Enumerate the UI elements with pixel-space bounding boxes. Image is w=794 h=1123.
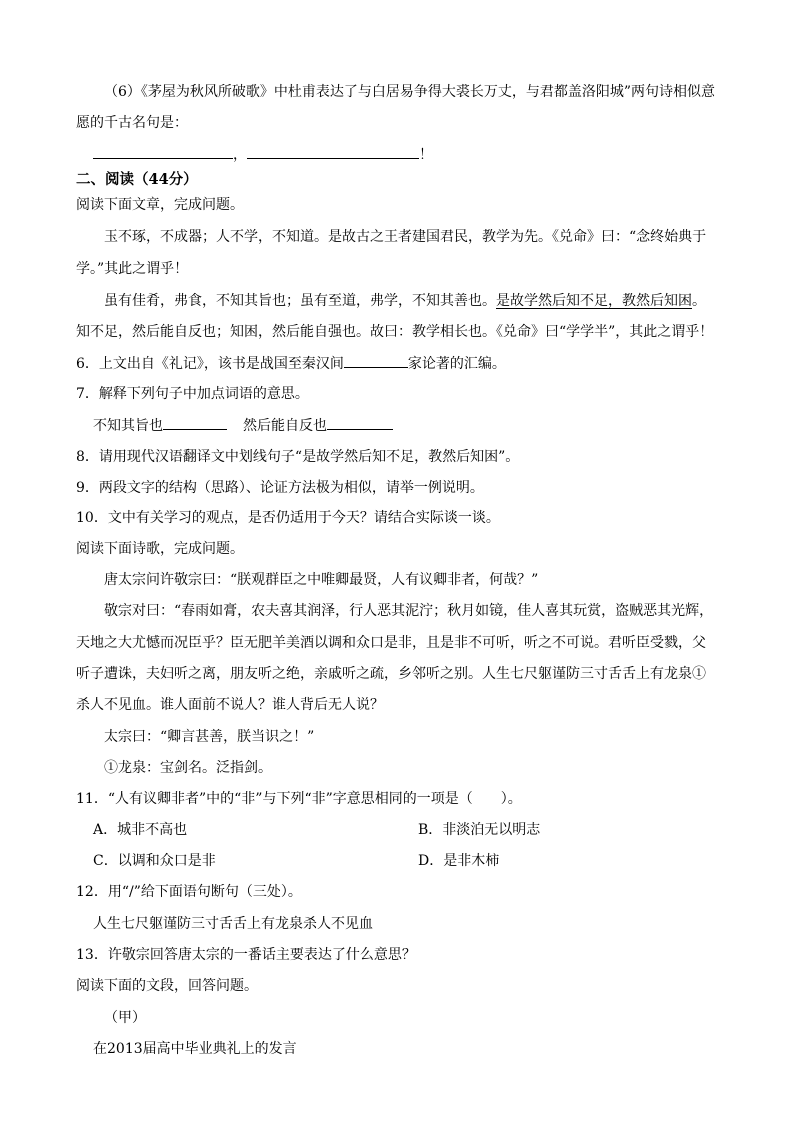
comma: ， bbox=[233, 147, 247, 163]
text-span: 不知其旨也 bbox=[93, 418, 163, 434]
passage1-p2-line1 bbox=[104, 291, 706, 311]
question-9: 9．两段文字的结构（思路）、论证方法极为相似，请举一例说明。 bbox=[76, 480, 484, 496]
text-span: 。 bbox=[692, 293, 706, 309]
passage3-label: （甲） bbox=[104, 1010, 146, 1026]
question-13: 13．许敬宗回答唐太宗的一番话主要表达了什么意思？ bbox=[76, 947, 416, 963]
passage1-p2-line2: 知不足，然后能自反也；知困，然后能自强也。故曰：教学相长也。《兑命》曰“学学半”，其此之谓乎！ bbox=[76, 324, 714, 340]
option-c: C．以调和众口是非 bbox=[93, 853, 216, 869]
answer-blank[interactable] bbox=[247, 144, 419, 159]
passage2-p2-line4: 杀人不见血。谁人面前不说人？谁人背后无人说？ bbox=[76, 697, 384, 713]
passage1-p1-line1: 玉不琢，不成器；人不学，不知道。是故古之王者建国君民，教学为先。《兑命》曰：“念终始典于 bbox=[104, 229, 707, 245]
passage2-p2-line2: 天地之大尤憾而况臣乎？臣无肥羊美酒以调和众口是非，且是非不可听，听之不可说。君听臣受戮，父 bbox=[76, 635, 706, 651]
question-8: 8．请用现代汉语翻译文中划线句子“是故学然后知不足，教然后知困”。 bbox=[76, 449, 520, 465]
section-heading: 二、阅读（44分） bbox=[76, 171, 198, 188]
underlined-sentence: 是故学然后知不足，教然后知困 bbox=[496, 293, 692, 309]
passage3-intro: 阅读下面的文段，回答问题。 bbox=[76, 978, 258, 994]
question-7: 7．解释下列句子中加点词语的意思。 bbox=[76, 386, 309, 402]
passage2-p2-line3: 听子遭诛，夫妇听之离，朋友听之绝，亲戚听之疏，乡邻听之别。人生七尺躯谨防三寸舌舌上有龙泉① bbox=[76, 666, 706, 682]
text-span: 家论著的汇编。 bbox=[407, 356, 506, 372]
answer-blank[interactable] bbox=[163, 415, 227, 430]
text-span: 6．上文出自《礼记》，该书是战国至秦汉间 bbox=[76, 356, 344, 372]
question-6 bbox=[76, 353, 506, 374]
question-7-items bbox=[93, 415, 393, 436]
question-10: 10．文中有关学习的观点，是否仍适用于今天？请结合实际谈一谈。 bbox=[76, 510, 500, 526]
passage2-intro: 阅读下面诗歌，完成问题。 bbox=[76, 541, 244, 557]
passage2-p1: 唐太宗问许敬宗曰：“朕观群臣之中唯卿最贤，人有议卿非者，何哉？” bbox=[104, 572, 539, 588]
q6-poem-line2: 愿的千古名句是： bbox=[76, 115, 188, 131]
q6-poem-blanks bbox=[93, 144, 433, 165]
passage1-p1-line2: 学。”其此之谓乎！ bbox=[76, 261, 189, 277]
text-span: 虽有佳肴，弗食，不知其旨也；虽有至道，弗学，不知其善也。 bbox=[104, 293, 496, 309]
footnote: ①龙泉：宝剑名。泛指剑。 bbox=[104, 760, 272, 776]
question-12: 12．用“/”给下面语句断句（三处）。 bbox=[76, 884, 302, 900]
q6-poem-line1: （6）《茅屋为秋风所破歌》中杜甫表达了与白居易争得大裘长万丈，与君都盖洛阳城”两句诗相似意 bbox=[104, 84, 716, 100]
exclamation: ！ bbox=[419, 147, 433, 163]
option-a: A．城非不高也 bbox=[93, 822, 188, 838]
question-12-sentence: 人生七尺躯谨防三寸舌舌上有龙泉杀人不见血 bbox=[93, 916, 373, 932]
answer-blank[interactable] bbox=[327, 415, 393, 430]
option-b: B．非淡泊无以明志 bbox=[418, 822, 541, 838]
answer-blank[interactable] bbox=[344, 353, 408, 368]
passage3-title: 在2013届高中毕业典礼上的发言 bbox=[93, 1041, 297, 1057]
answer-blank[interactable] bbox=[93, 144, 233, 159]
question-11: 11．“人有议卿非者”中的“非”与下列“非”字意思相同的一项是（ ）。 bbox=[76, 791, 522, 807]
passage2-p2-line1: 敬宗对曰：“春雨如膏，农夫喜其润泽，行人恶其泥泞；秋月如镜，佳人喜其玩赏，盗贼恶其光辉， bbox=[104, 603, 714, 619]
text-span: 然后能自反也 bbox=[243, 418, 327, 434]
option-d: D．是非木柿 bbox=[418, 853, 500, 869]
passage1-intro: 阅读下面文章，完成问题。 bbox=[76, 197, 244, 213]
passage2-p3: 太宗曰：“卿言甚善，朕当识之！” bbox=[104, 729, 315, 745]
